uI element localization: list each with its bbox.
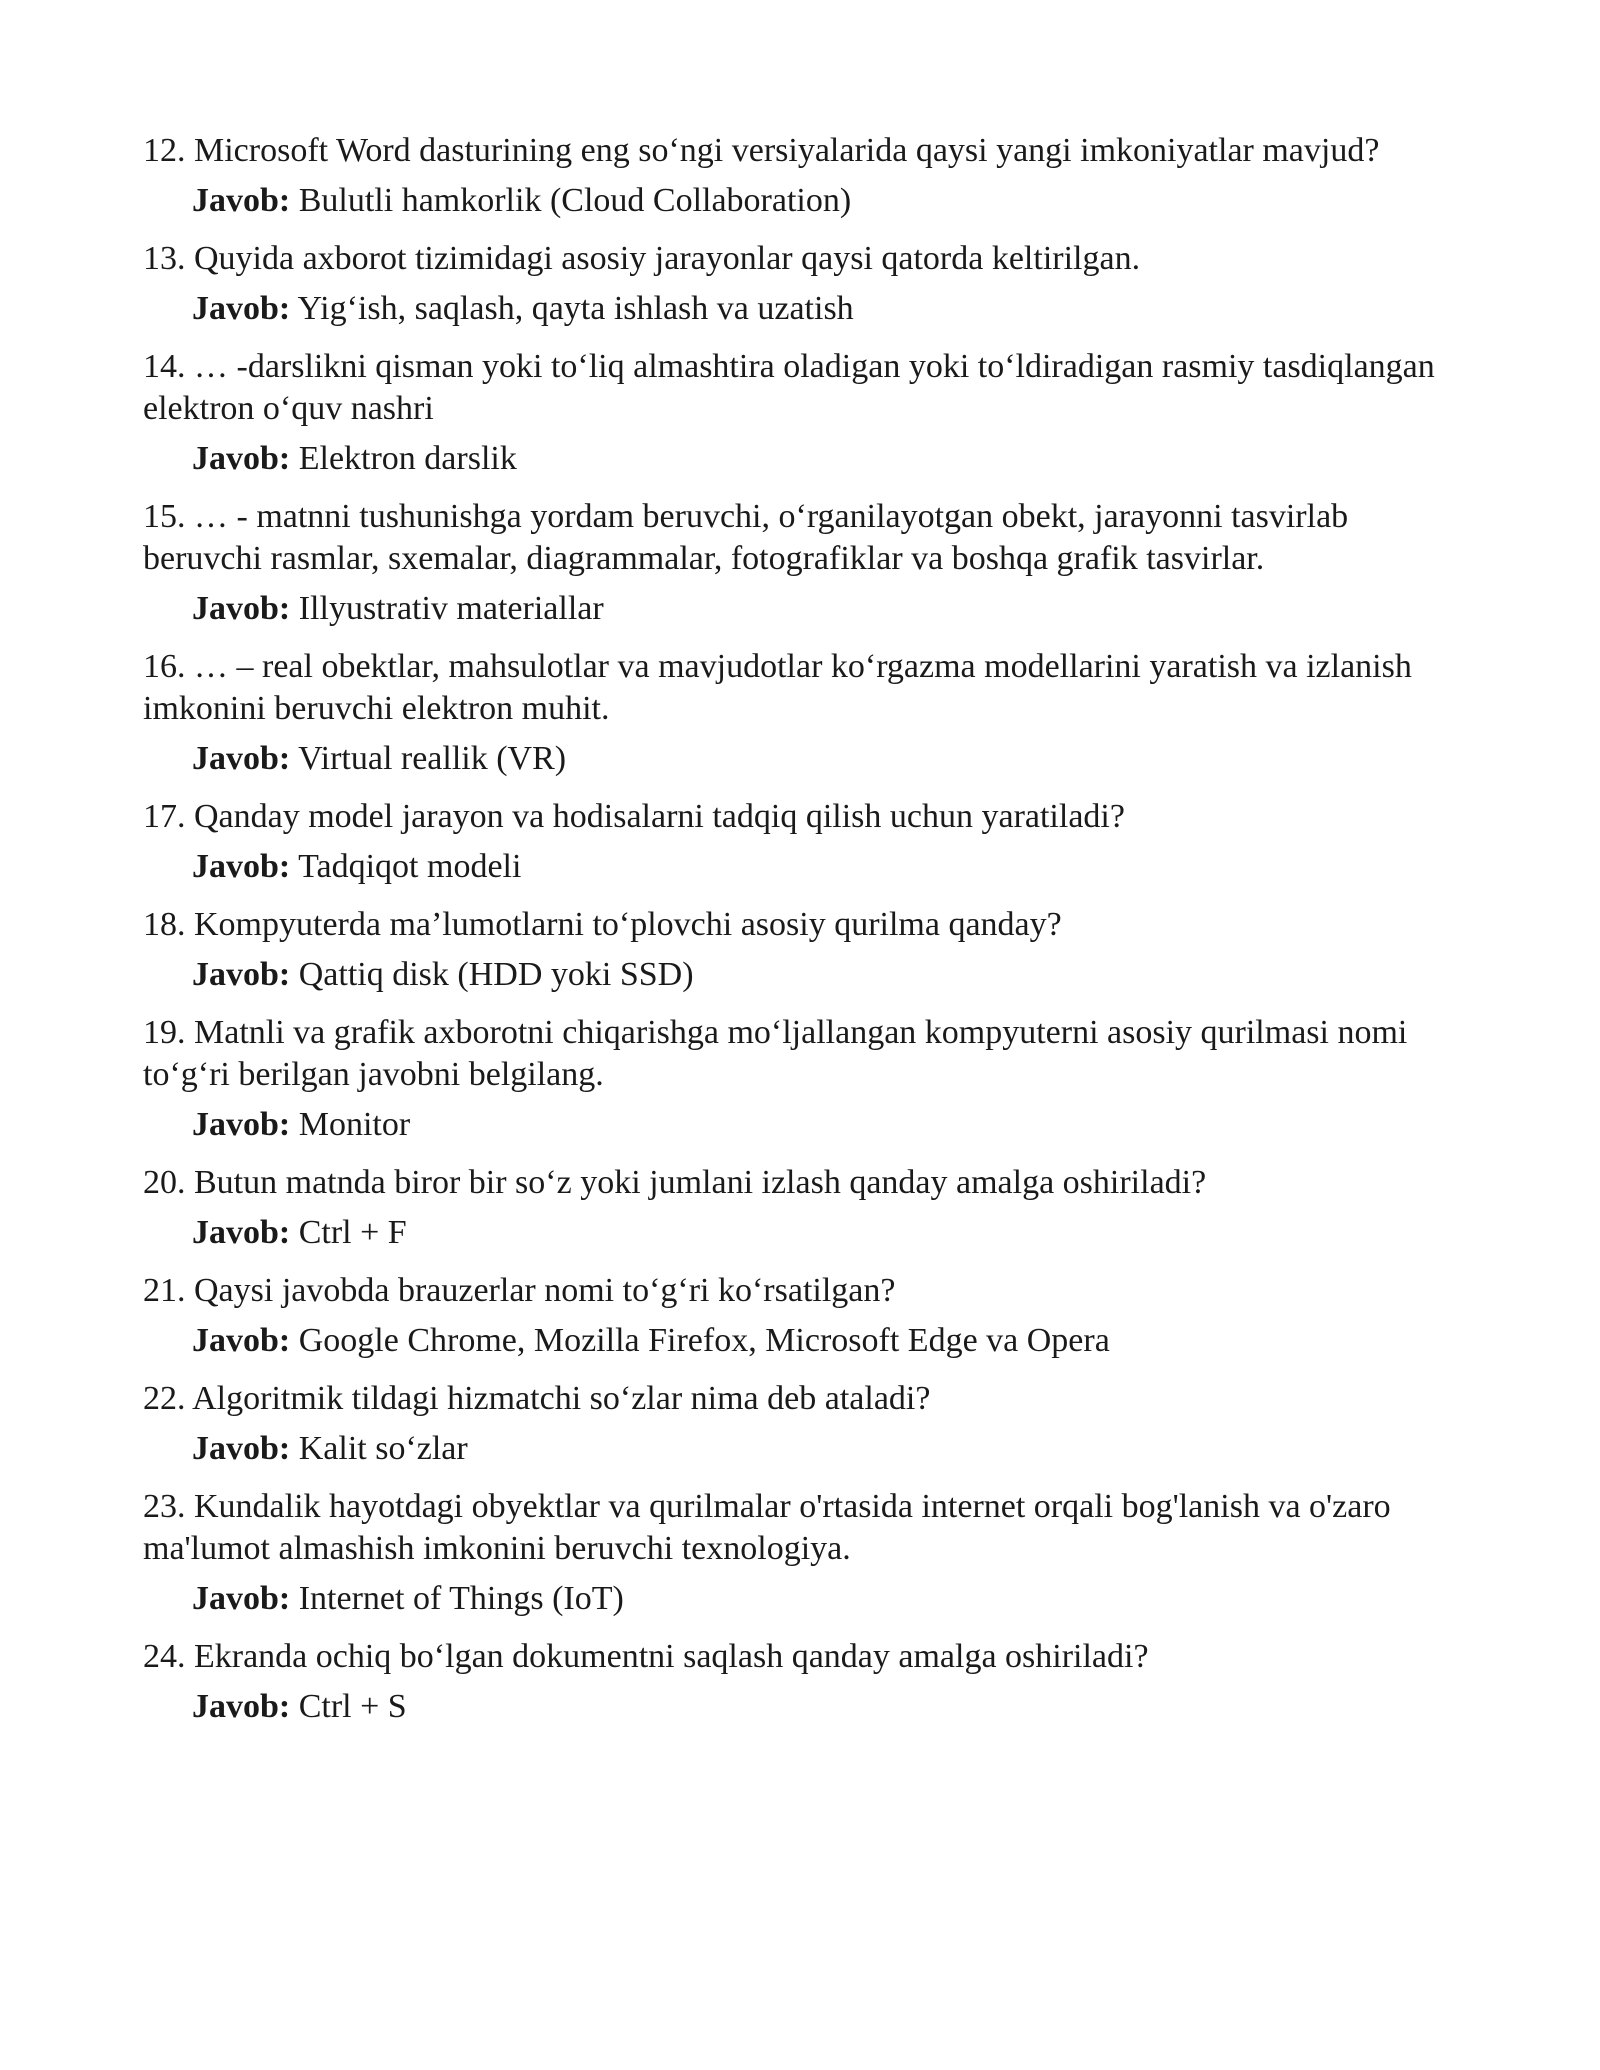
- answer-text: Illyustrativ materiallar: [298, 590, 604, 627]
- answer-label: Javob:: [192, 1322, 291, 1359]
- answer-line: [192, 180, 1463, 222]
- answer-text: Monitor: [298, 1106, 411, 1143]
- answer-line: [192, 1212, 1463, 1254]
- qa-item: [143, 130, 1463, 222]
- answer-text: Elektron darslik: [298, 440, 517, 477]
- answer-label: Javob:: [192, 182, 291, 219]
- answer-text: Bulutli hamkorlik (Cloud Collaboration): [298, 182, 852, 219]
- question-text: 18. Kompyuterda ma’lumotlarni to‘plovchi asosiy qurilma qanday?: [143, 906, 1062, 943]
- question-text: 23. Kundalik hayotdagi obyektlar va qurilmalar o'rtasida internet orqali bog'lanish va o'zaro ma'lumot almashish imkonini beruvchi texnologiya.: [143, 1488, 1391, 1567]
- question-answer-list: [143, 130, 1463, 1744]
- answer-label: Javob:: [192, 740, 291, 777]
- qa-item: [143, 238, 1463, 330]
- answer-line: [192, 1578, 1463, 1620]
- qa-item: [143, 1162, 1463, 1254]
- question-text: 13. Quyida axborot tizimidagi asosiy jarayonlar qaysi qatorda keltirilgan.: [143, 240, 1141, 277]
- qa-item: [143, 346, 1463, 480]
- answer-label: Javob:: [192, 290, 291, 327]
- answer-text: Qattiq disk (HDD yoki SSD): [298, 956, 694, 993]
- qa-item: [143, 1636, 1463, 1728]
- answer-text: Google Chrome, Mozilla Firefox, Microsoft Edge va Opera: [298, 1322, 1110, 1359]
- answer-text: Virtual reallik (VR): [298, 740, 567, 777]
- answer-text: Kalit so‘zlar: [298, 1430, 468, 1467]
- answer-line: [192, 954, 1463, 996]
- answer-text: Ctrl + F: [298, 1214, 407, 1251]
- qa-item: [143, 1378, 1463, 1470]
- answer-line: [192, 1104, 1463, 1146]
- answer-line: [192, 288, 1463, 330]
- qa-item: [143, 1486, 1463, 1620]
- answer-line: [192, 1320, 1463, 1362]
- answer-label: Javob:: [192, 1214, 291, 1251]
- question-text: 16. … – real obektlar, mahsulotlar va mavjudotlar ko‘rgazma modellarini yaratish va izlanish imkonini beruvchi elektron muhit.: [143, 648, 1412, 727]
- answer-line: [192, 1686, 1463, 1728]
- answer-text: Tadqiqot modeli: [298, 848, 522, 885]
- question-text: 24. Ekranda ochiq bo‘lgan dokumentni saqlash qanday amalga oshiriladi?: [143, 1638, 1149, 1675]
- qa-item: [143, 646, 1463, 780]
- answer-label: Javob:: [192, 956, 291, 993]
- question-text: 19. Matnli va grafik axborotni chiqarishga mo‘ljallangan kompyuterni asosiy qurilmasi nomi to‘g‘ri berilgan javobni belgilang.: [143, 1014, 1408, 1093]
- qa-item: [143, 904, 1463, 996]
- answer-label: Javob:: [192, 590, 291, 627]
- answer-label: Javob:: [192, 440, 291, 477]
- answer-label: Javob:: [192, 1688, 291, 1725]
- answer-line: [192, 1428, 1463, 1470]
- answer-line: [192, 738, 1463, 780]
- answer-label: Javob:: [192, 1580, 291, 1617]
- answer-line: [192, 438, 1463, 480]
- question-text: 21. Qaysi javobda brauzerlar nomi to‘g‘ri ko‘rsatilgan?: [143, 1272, 896, 1309]
- answer-label: Javob:: [192, 1430, 291, 1467]
- qa-item: [143, 1012, 1463, 1146]
- answer-text: Ctrl + S: [298, 1688, 407, 1725]
- answer-line: [192, 846, 1463, 888]
- answer-label: Javob:: [192, 1106, 291, 1143]
- question-text: 14. … -darslikni qisman yoki to‘liq almashtira oladigan yoki to‘ldiradigan rasmiy tasdiqlangan elektron o‘quv nashri: [143, 348, 1435, 427]
- answer-text: Yig‘ish, saqlash, qayta ishlash va uzatish: [297, 290, 854, 327]
- question-text: 22. Algoritmik tildagi hizmatchi so‘zlar nima deb ataladi?: [143, 1380, 931, 1417]
- qa-item: [143, 796, 1463, 888]
- qa-item: [143, 496, 1463, 630]
- question-text: 17. Qanday model jarayon va hodisalarni tadqiq qilish uchun yaratiladi?: [143, 798, 1125, 835]
- question-text: 20. Butun matnda biror bir so‘z yoki jumlani izlash qanday amalga oshiriladi?: [143, 1164, 1207, 1201]
- question-text: 12. Microsoft Word dasturining eng so‘ngi versiyalarida qaysi yangi imkoniyatlar mavjud?: [143, 132, 1380, 169]
- qa-item: [143, 1270, 1463, 1362]
- answer-line: [192, 588, 1463, 630]
- answer-label: Javob:: [192, 848, 291, 885]
- question-text: 15. … - matnni tushunishga yordam beruvchi, o‘rganilayotgan obekt, jarayonni tasvirlab beruvchi rasmlar, sxemalar, diagrammalar, fotografiklar va boshqa grafik tasvirlar.: [143, 498, 1349, 577]
- answer-text: Internet of Things (IoT): [298, 1580, 624, 1617]
